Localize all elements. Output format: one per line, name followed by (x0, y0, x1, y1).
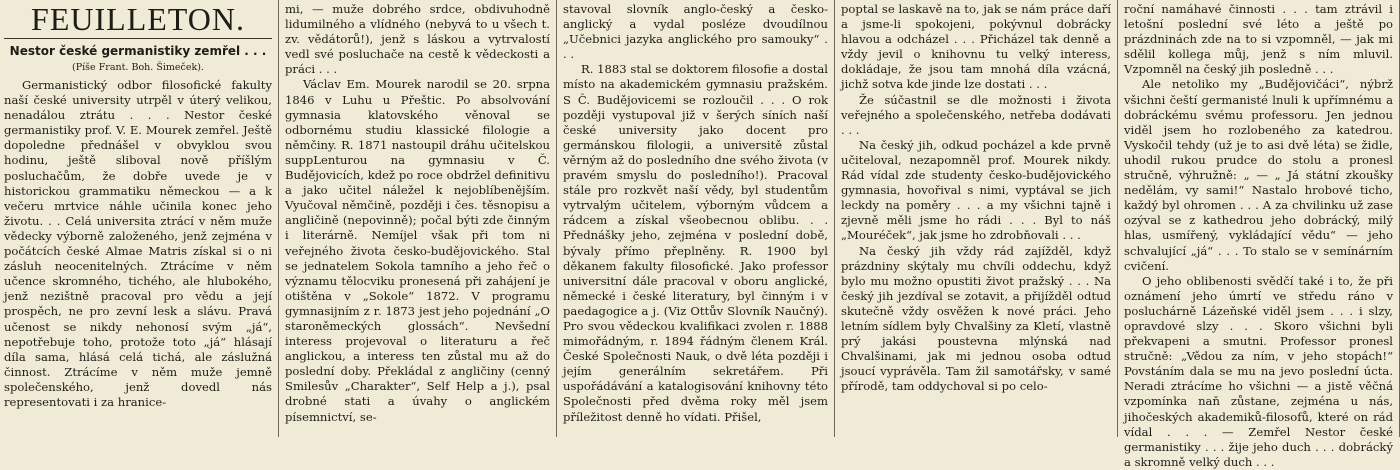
column-text (1124, 2, 1393, 470)
paragraph: stavoval slovník anglo-český a česko-anglický a vydal posléze dvoudílnou „Učebnici jazyka anglického pro samouky“ . . . (563, 2, 828, 62)
column-2 (278, 0, 556, 437)
paragraph: poptal se laskavě na to, jak se nám práce daří a jsme-li spokojeni, pokývnul dobrácky hlavou a odcházel . . . Přicházel tak denně a vždy jevil o knihovnu tu velký interess, dokládaje, že jsou tam mnohá díla vzácná, jichž sotva kde jinde lze dostati . . . (841, 2, 1111, 92)
paragraph: Na český jih, odkud pocházel a kde prvně učiteloval, nezapomněl prof. Mourek nikdy. Rád vídal zde studenty česko-budějovického gymnasia, hovořival s nimi, vyptával se jich leckdy na poměry . . . a my všichni tajně i zjevně měli jsme ho rádi . . . Byl to náš „Mouréček“, jak jsme ho zdrobňovali . . . (841, 137, 1111, 243)
paragraph: Ale netoliko my „Budějovičáci“, nýbrž všichni čeští germanisté lnuli k upřímnému a dobráckému svému professoru. Jen jednou viděl jsem ho rozlobeného za katedrou. Vyskočil tehdy (už je to asi dvě léta) se židle, uhodil rukou prudce do stolu a pronesl stručně, výhružně: „ — „ Já státní zkoušky nedělám, vy sami!“ Nastalo hrobové ticho, každý byl ohromen . . . A za chvilinku už zase ozýval se z kathedrou jeho dobrácký, milý hlas, usmířený, vykládající vědu“ — jeho schvalující „já“ . . . To stalo se v semínárním cvičení. (1124, 77, 1393, 273)
column-4 (834, 0, 1117, 437)
column-3 (556, 0, 834, 437)
paragraph: roční namáhavé činnosti . . . tam ztrávil i letošní poslední své léto a ještě po prázdninách zde na to si vzpomněl, — jak mi sdělil kollega můj, jenž s ním mluvil. Vzpomněl na český jih posledně . . . (1124, 2, 1393, 77)
article-byline: (Píše Frant. Boh. Šimeček). (72, 62, 204, 73)
column-text (4, 78, 272, 410)
column-5 (1117, 0, 1400, 469)
column-text (841, 2, 1111, 394)
paragraph: Germanistický odbor filosofické fakulty naší české university utrpěl v úterý velikou, nenadálou ztrátu . . . Nestor české germanistiky prof. V. E. Mourek zemřel. Ještě dopoledne přednášel v obvyklou svou hodinu, ještě sliboval nově příšlým posluchačům, že dobře uvede je v historickou grammatiku německou — a k večeru mrtvice náhle učinila konec jeho životu. . . Celá universita ztrácí v něm muže vědecky výborně založeného, jenž zejména v počátcích české Almae Matris získal si o ni zásluh neocenitelných. Ztrácíme v něm učence skromného, tichého, ale hlubokého, jenž nezištně pracoval pro vědu a její prospěch, ne pro zevní lesk a slávu. Pravá učenost se nikdy nehonosí svým „já“, nepotřebuje toho, protože toto „já“ hlásají díla sama, hlásá celá tichá, ale záslužná činnost. Ztrácíme v něm muže jemně společenského, jenž dovedl nás representovati i za hranice- (4, 78, 272, 409)
paragraph: R. 1883 stal se doktorem filosofie a dostal místo na akademickém gymnasiu pražském. S Č. Budějovicemi se rozloučil . . . O rok později vystupoval již v šerých síních naší české university jako docent pro germánskou filologii, a universitě zůstal věrným až do posledního dne svého života (v pravém smyslu do posledního!). Pracoval stále pro rozkvět naší vědy, byl studentům vytrvalým učitelem, výborným vůdcem a rádcem a získal všeobecnou oblibu. . . Přednášky jeho, zejména v poslední době, bývaly přímo přeplněny. R. 1900 byl děkanem fakulty filosofické. Jako professor universitní dále pracoval v oboru anglické, německé i české literatury, byl činným i v paedagogice a j. (Viz Ottův Slovník Naučný). Pro svou vědeckou kvalifikaci zvolen r. 1888 mimořádným, r. 1894 řádným členem Král. České Společnosti Nauk, o dvě léta později i jejím generálním sekretářem. Při uspořádávání a katalogisování knihovny této Společnosti před dvěma roky měl jsem příležitost denně ho vídati. Přišel, (563, 62, 828, 424)
paragraph: Na český jih vždy rád zajížděl, když prázdniny skýtaly mu chvíli oddechu, když bylo mu možno opustiti život pražský . . . Na český jih jezdíval se zotavit, a přijížděl odtud skutečně vždy osvěžen k nové práci. Jeho letním sídlem byly Chvalšiny za Kletí, vlastně prý jakási poustevna mlýnská nad Chvalšinami, jak mi jednou osoba odtud jsoucí vyprávěla. Tam žil samotářsky, v samé přírodě, tam oddychoval si po celo- (841, 243, 1111, 394)
article-headline: Nestor české germanistiky zemřel . . . (9, 44, 267, 58)
column-text (285, 2, 550, 425)
paragraph: Václav Em. Mourek narodil se 20. srpna 1846 v Luhu u Přeštic. Po absolvování gymnasia klatovského věnoval se odbornému studiu klassické filologie a němčiny. R. 1871 nastoupil dráhu učitelskou suppLenturou na gymnasiu v Č. Budějovicích, kdež po roce obdržel definitivu a jako učitel náležel k nejoblíbenějším. Vyučoval němčině, později i čes. těsnopisu a angličině (nepovinně); počal býti zde činným i literárně. Nemíjel však při tom ni veřejného života česko-budějovického. Stal se jednatelem Sokola tamního a jeho řeč o významu tělocviku pronesená při zahájení je otištěna v „Sokole“ 1872. V programu gymnasijním z r. 1873 jest jeho pojednání „O staroněmeckých glossách“. Nevšední interess projevoval o literaturu a řeč anglickou, a interess ten zůstal mu až do poslední doby. Překládal z angličiny (cenný Smilesův „Charakter“, Self Help a j.), psal drobné stati a úvahy o anglickém písemnictví, se- (285, 77, 550, 424)
column-text (563, 2, 828, 425)
paragraph: O jeho oblibenosti svědčí také i to, že při oznámení jeho úmrtí ve středu ráno v posluchárně Lázeňské viděl jsem . . . i slzy, opravdové slzy . . . Skoro všichni byli překvapeni a smutni. Professor pronesl stručně: „Vědou za ním, v jeho stopách!“ Povstáním dala se mu na jevo poslední úcta. Neradi ztrácíme ho všichni — a jistě věčná vzpomínka naň zůstane, zejména u nás, jihočeských akademiků-filosofů, které on rád vídal . . . — Zemřel Nestor české germanistiky . . . žije jeho duch . . . dobrácký a skromně velký duch . . . (1124, 273, 1393, 469)
paragraph: mi, — muže dobrého srdce, obdivuhodně lidumilného a vlídného (nebyvá to u všech t. zv. vědátorů!), jenž s láskou a vytrvalostí vedl své posluchače na cestě k vědeckosti a práci . . . (285, 2, 550, 77)
section-title: FEUILLETON. (31, 1, 245, 37)
title-rule (4, 38, 272, 39)
column-1 (0, 0, 278, 437)
paragraph: Že súčastnil se dle možnosti i života veřejného a společenského, netřeba dodávati . . . (841, 92, 1111, 137)
